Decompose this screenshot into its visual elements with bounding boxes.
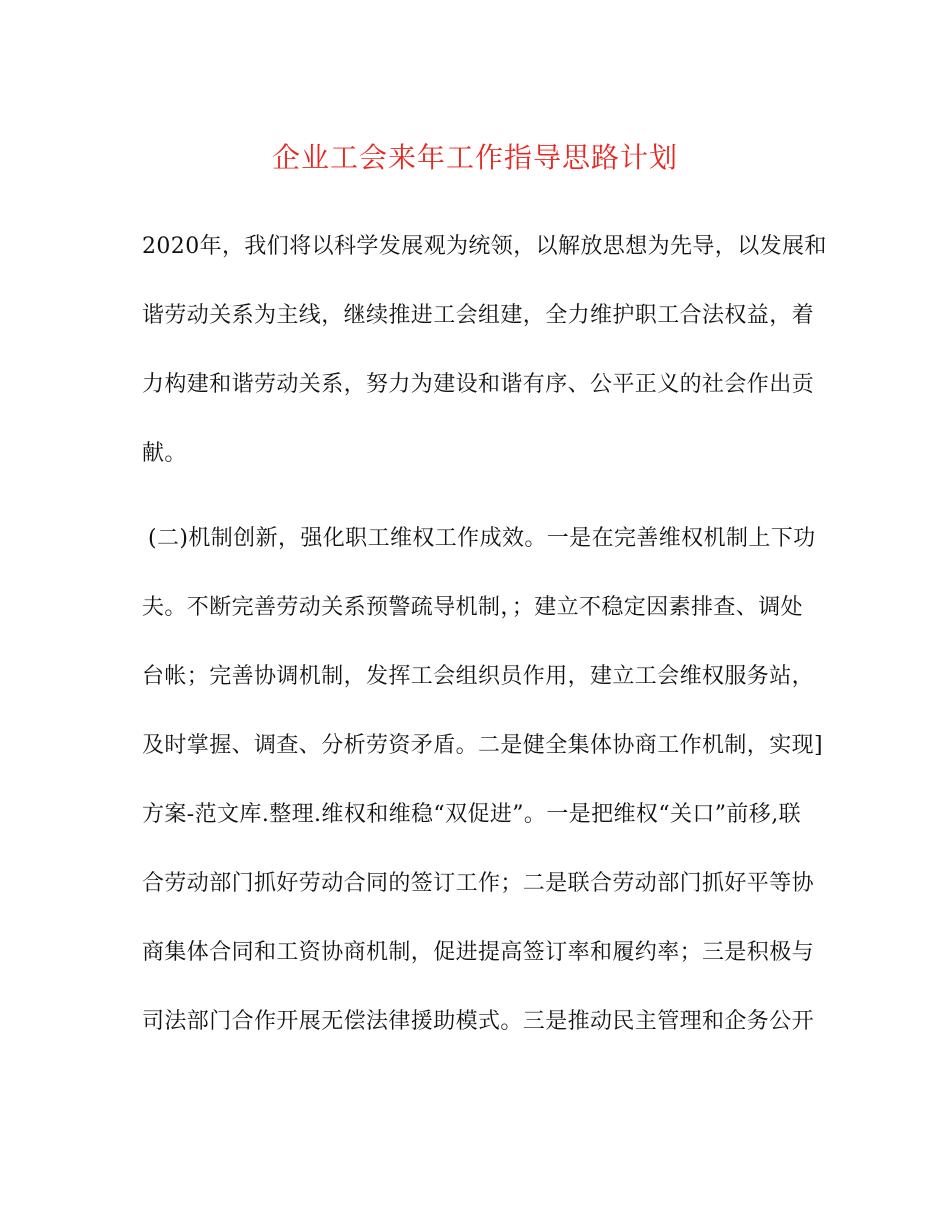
paragraph-line: 力构建和谐劳动关系，努力为建设和谐有序、公平正义的社会作出贡 xyxy=(142,372,815,397)
paragraph-line: 商集体合同和工资协商机制，促进提高签订率和履约率；三是积极与 xyxy=(142,940,815,965)
page-title: 企业工会来年工作指导思路计划 xyxy=(271,141,678,174)
paragraph-line: 献。 xyxy=(142,441,187,466)
paragraph-line: 及时掌握、调查、分析劳资矛盾。二是健全集体协商工作机制，实现] xyxy=(142,733,823,758)
paragraph-line: 司法部门合作开展无偿法律援助模式。三是推动民主管理和企务公开 xyxy=(142,1009,815,1034)
paragraph-line: 2020年，我们将以科学发展观为统领，以解放思想为先导，以发展和 xyxy=(142,234,827,259)
paragraph-line: 台帐；完善协调机制，发挥工会组织员作用，建立工会维权服务站， xyxy=(142,664,815,689)
paragraph-line: 夫。不断完善劳动关系预警疏导机制，；建立不稳定因素排查、调处 xyxy=(142,595,804,620)
paragraph-line: (二)机制创新，强化职工维权工作成效。一是在完善维权机制上下功 xyxy=(148,526,816,551)
paragraph-line: 合劳动部门抓好劳动合同的签订工作；二是联合劳动部门抓好平等协 xyxy=(142,871,815,896)
paragraph-line: 谐劳动关系为主线，继续推进工会组建，全力维护职工合法权益，着 xyxy=(142,303,815,328)
paragraph-line: 方案-范文库.整理.维权和维稳“双促进”。一是把维权“关口”前移,联 xyxy=(142,802,802,827)
